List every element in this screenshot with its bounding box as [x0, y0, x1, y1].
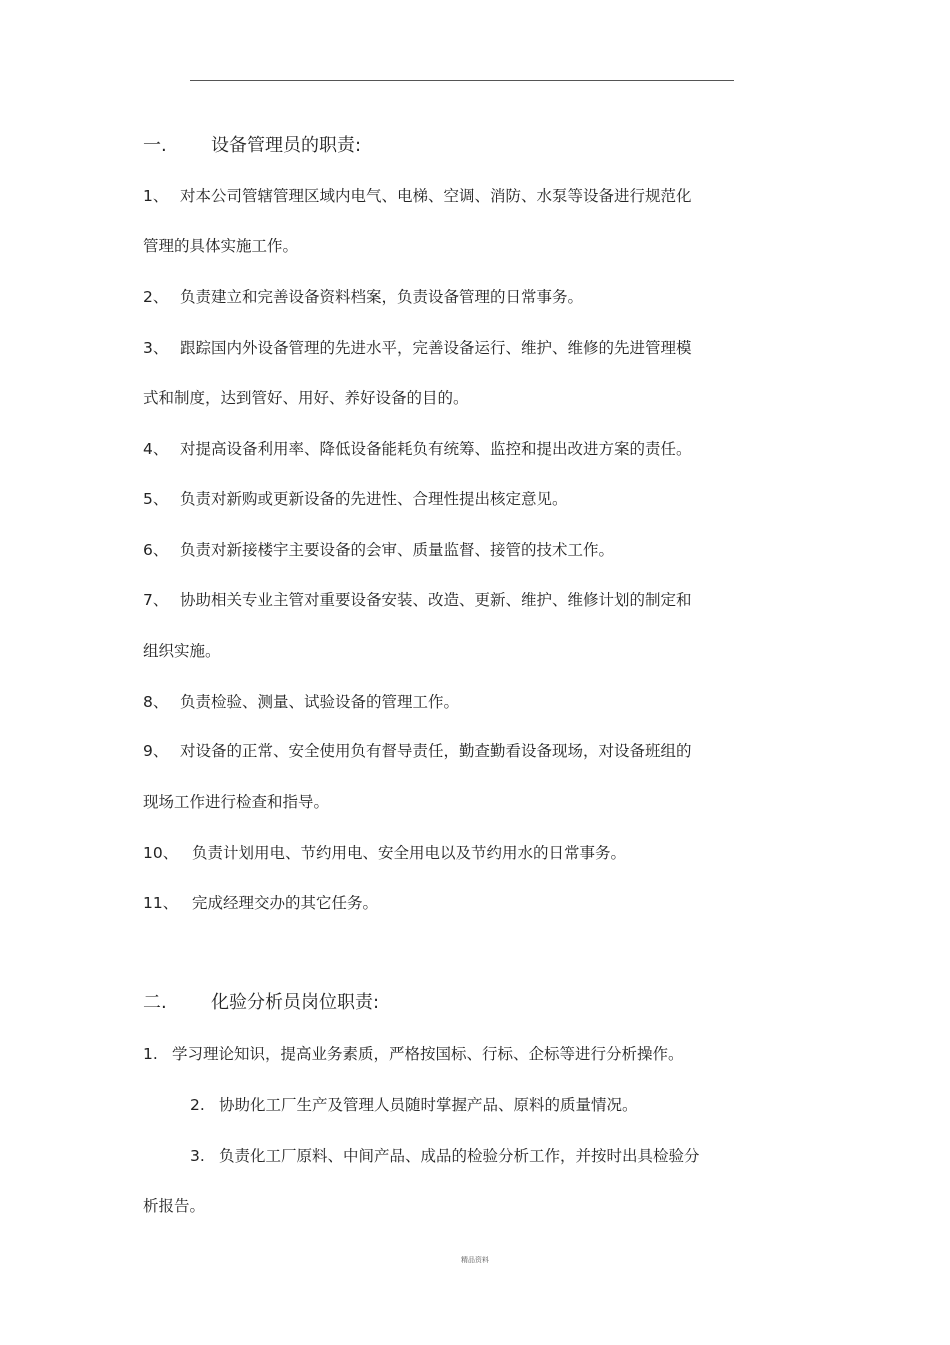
section2-number: 二. [143, 992, 167, 1013]
section1-item-9-continuation: 现场工作进行检查和指导。 [143, 793, 330, 811]
item-number: 3. [190, 1147, 205, 1165]
section1-item-6 [143, 540, 614, 560]
item-text: 对提高设备利用率、降低设备能耗负有统筹、监控和提出改进方案的责任。 [180, 440, 692, 458]
item-text: 协助化工厂生产及管理人员随时掌握产品、原料的质量情况。 [219, 1096, 638, 1114]
section1-item-1-continuation: 管理的具体实施工作。 [143, 237, 299, 255]
section1-number: 一. [143, 135, 167, 156]
item-text: 学习理论知识，提高业务素质，严格按国标、行标、企标等进行分析操作。 [172, 1045, 684, 1063]
item-number: 2、 [143, 288, 169, 306]
item-number: 3、 [143, 339, 169, 357]
item-number: 1、 [143, 187, 169, 205]
item-text: 负责建立和完善设备资料档案，负责设备管理的日常事务。 [180, 288, 584, 306]
item-text: 负责计划用电、节约用电、安全用电以及节约用水的日常事务。 [192, 844, 627, 862]
section1-item-3-continuation: 式和制度，达到管好、用好、养好设备的目的。 [143, 389, 469, 407]
section2-item-2 [190, 1095, 638, 1115]
section1-item-8 [143, 692, 459, 712]
item-text: 负责检验、测量、试验设备的管理工作。 [180, 693, 460, 711]
item-text: 负责对新接楼宇主要设备的会审、质量监督、接管的技术工作。 [180, 541, 615, 559]
page-footer: 精品资料 [461, 1256, 489, 1264]
item-text: 跟踪国内外设备管理的先进水平，完善设备运行、维护、维修的先进管理模 [180, 339, 692, 357]
section1-item-5 [143, 489, 568, 509]
section2-heading [143, 992, 379, 1014]
item-number: 6、 [143, 541, 169, 559]
top-rule [190, 80, 734, 81]
section2-item-3 [190, 1146, 700, 1166]
section1-title: 设备管理员的职责: [211, 135, 362, 156]
item-number: 5、 [143, 490, 169, 508]
item-number: 9、 [143, 742, 169, 760]
item-number: 8、 [143, 693, 169, 711]
section1-item-10 [143, 843, 626, 863]
item-text: 负责对新购或更新设备的先进性、合理性提出核定意见。 [180, 490, 568, 508]
item-number: 4、 [143, 440, 169, 458]
section2-item-3-continuation: 析报告。 [143, 1197, 206, 1215]
item-text: 对设备的正常、安全使用负有督导责任，勤查勤看设备现场，对设备班组的 [180, 742, 692, 760]
item-number: 11、 [143, 894, 179, 912]
section2-item-1 [143, 1044, 684, 1064]
item-number: 7、 [143, 591, 169, 609]
item-number: 2. [190, 1096, 205, 1114]
section1-item-3 [143, 338, 692, 358]
section1-item-7 [143, 590, 692, 610]
section1-item-4 [143, 439, 692, 459]
section1-item-1 [143, 186, 692, 206]
item-text: 完成经理交办的其它任务。 [192, 894, 379, 912]
item-text: 协助相关专业主管对重要设备安装、改造、更新、维护、维修计划的制定和 [180, 591, 692, 609]
section1-heading [143, 135, 361, 157]
section1-item-2 [143, 287, 583, 307]
item-text: 对本公司管辖管理区域内电气、电梯、空调、消防、水泵等设备进行规范化 [180, 187, 692, 205]
section2-title: 化验分析员岗位职责: [211, 992, 380, 1013]
section1-item-11 [143, 893, 378, 913]
item-number: 10、 [143, 844, 179, 862]
section1-item-9 [143, 741, 692, 761]
section1-item-7-continuation: 组织实施。 [143, 642, 221, 660]
item-text: 负责化工厂原料、中间产品、成品的检验分析工作，并按时出具检验分 [219, 1147, 700, 1165]
item-number: 1. [143, 1045, 158, 1063]
